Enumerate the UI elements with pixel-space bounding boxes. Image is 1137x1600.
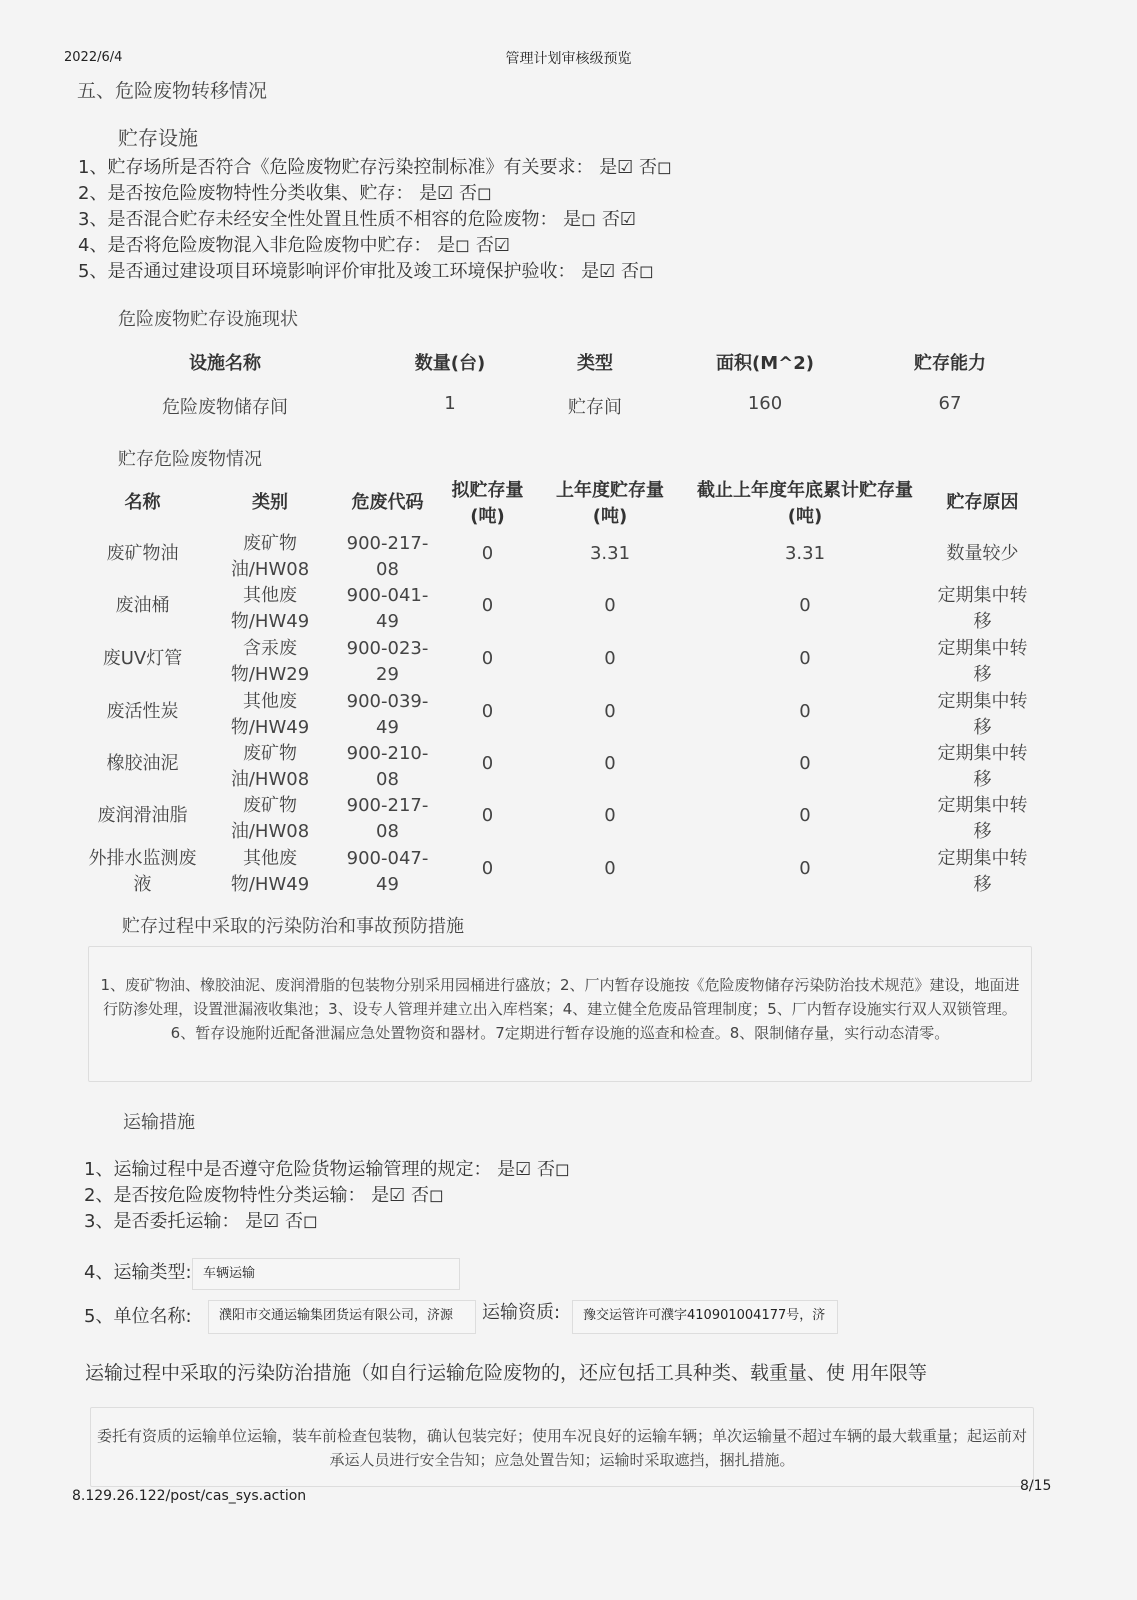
- table-cell: 900-217- 08: [346, 533, 429, 580]
- header-cell: 危废代码: [351, 492, 424, 513]
- storage-measures-title: 贮存过程中采取的污染防治和事故预防措施: [122, 916, 464, 937]
- storage-question: 1、贮存场所是否符合《危险废物贮存污染控制标准》有关要求： 是☑ 否◻: [78, 157, 672, 178]
- table-cell: 67: [938, 393, 962, 414]
- print-date: 2022/6/4: [64, 50, 123, 65]
- table-cell: 贮存间: [568, 397, 622, 418]
- table-cell: 其他废 物/HW49: [230, 691, 310, 738]
- table-cell: 0: [481, 858, 494, 879]
- table-cell: 0: [481, 648, 494, 669]
- table-cell: 0: [604, 701, 616, 722]
- header-cell: 贮存能力: [914, 353, 986, 374]
- transport-type-field[interactable]: 车辆运输: [192, 1258, 460, 1290]
- table-cell: 3.31: [589, 543, 631, 564]
- storage-questions: [78, 155, 672, 285]
- header-cell: 设施名称: [189, 353, 261, 374]
- table-cell: 定期集中转 移: [937, 691, 1028, 738]
- transport-type-label: 4、运输类型:: [84, 1262, 192, 1283]
- header-cell: 名称: [124, 492, 161, 513]
- table-cell: 定期集中转 移: [937, 585, 1028, 632]
- table-cell: 定期集中转 移: [937, 638, 1028, 685]
- table-cell: 900-023- 29: [346, 638, 429, 685]
- table-cell: 0: [799, 753, 811, 774]
- table-cell: 废矿物 油/HW08: [230, 743, 310, 790]
- table-cell: 废油桶: [115, 595, 170, 616]
- header-cell: 类别: [252, 492, 288, 513]
- page-title: 管理计划审核级预览: [505, 51, 632, 67]
- transport-question: 3、是否委托运输： 是☑ 否◻: [84, 1211, 318, 1232]
- table-cell: 900-047- 49: [346, 848, 429, 895]
- storage-question: 5、是否通过建设项目环境影响评价审批及竣工环境保护验收： 是☑ 否◻: [78, 261, 654, 282]
- page-url: 8.129.26.122/post/cas_sys.action: [72, 1488, 307, 1504]
- storage-question: 3、是否混合贮存未经安全性处置且性质不相容的危险废物： 是◻ 否☑: [78, 209, 636, 230]
- table-cell: 废矿物 油/HW08: [230, 533, 310, 580]
- page-number: 8/15: [1020, 1478, 1052, 1494]
- waste-title: 贮存危险废物情况: [118, 449, 262, 470]
- table-cell: 0: [799, 701, 811, 722]
- storage-question: 2、是否按危险废物特性分类收集、贮存： 是☑ 否◻: [78, 183, 492, 204]
- header-cell: 截止上年度年底累计贮存量 (吨): [697, 480, 913, 527]
- transport-measures-title: 运输过程中采取的污染防治措施（如自行运输危险废物的，还应包括工具种类、载重量、使 用年限等: [85, 1362, 928, 1384]
- table-cell: 0: [604, 753, 616, 774]
- storage-title: 贮存设施: [118, 126, 198, 150]
- transport-title: 运输措施: [123, 1112, 195, 1133]
- table-cell: 0: [799, 805, 811, 826]
- table-cell: 其他废 物/HW49: [230, 848, 310, 895]
- unit-name-label: 5、单位名称:: [84, 1306, 192, 1327]
- transport-question: 1、运输过程中是否遵守危险货物运输管理的规定： 是☑ 否◻: [84, 1159, 570, 1180]
- transport-question: 2、是否按危险废物特性分类运输： 是☑ 否◻: [84, 1185, 444, 1206]
- table-cell: 160: [747, 393, 783, 414]
- table-cell: 废矿物 油/HW08: [230, 795, 310, 842]
- table-cell: 废润滑油脂: [97, 805, 188, 826]
- table-cell: 定期集中转 移: [937, 848, 1028, 895]
- table-cell: 其他废 物/HW49: [230, 585, 310, 632]
- unit-name-field[interactable]: 濮阳市交通运输集团货运有限公司，济源: [208, 1300, 476, 1334]
- table-cell: 0: [481, 701, 494, 722]
- table-cell: 0: [799, 595, 811, 616]
- table-cell: 900-039- 49: [346, 691, 429, 738]
- table-cell: 定期集中转 移: [937, 795, 1028, 842]
- table-cell: 0: [481, 753, 494, 774]
- table-cell: 0: [799, 858, 811, 879]
- header-cell: 上年度贮存量 (吨): [556, 480, 664, 527]
- transport-measures-box: [90, 1407, 1034, 1487]
- table-cell: 0: [604, 805, 616, 826]
- table-cell: 3.31: [784, 543, 826, 564]
- table-cell: 废矿物油: [106, 543, 179, 564]
- table-cell: 0: [481, 595, 494, 616]
- table-cell: 危险废物储存间: [162, 397, 288, 418]
- section-title: 五、危险废物转移情况: [77, 80, 268, 102]
- transport-qualification-field[interactable]: 豫交运管许可濮字410901004177号，济: [572, 1300, 838, 1334]
- facility-status-title: 危险废物贮存设施现状: [118, 309, 298, 330]
- table-cell: 900-217- 08: [346, 795, 429, 842]
- table-cell: 0: [604, 595, 616, 616]
- table-cell: 含汞废 物/HW29: [230, 638, 310, 685]
- table-cell: 橡胶油泥: [106, 753, 179, 774]
- header-cell: 数量(台): [414, 353, 486, 374]
- header-cell: 贮存原因: [946, 492, 1019, 513]
- table-cell: 数量较少: [946, 543, 1019, 564]
- table-cell: 废UV灯管: [102, 648, 183, 669]
- storage-question: 4、是否将危险废物混入非危险废物中贮存： 是◻ 否☑: [78, 235, 510, 256]
- table-cell: 0: [604, 648, 616, 669]
- table-cell: 900-041- 49: [346, 585, 429, 632]
- table-cell: 0: [604, 858, 616, 879]
- header-cell: 类型: [577, 353, 613, 374]
- storage-measures-text: 1、废矿物油、橡胶油泥、废润滑脂的包装物分别采用园桶进行盛放；2、厂内暂存设施按《危险废物储存污染防治技术规范》建设，地面进行防渗处理，设置泄漏液收集池；3、设专人管理并建立出入库档案；4、建立健全危废品管理制度；5、厂内暂存设施实行双人双锁管理。6、暂存设施附近配备泄漏应急处置物资和器材。7定期进行暂存设施的巡查和检查。8、限制储存量，实行动态清零。: [100, 976, 1020, 1042]
- transport-measures-text: 委托有资质的运输单位运输，装车前检查包装物，确认包装完好；使用车况良好的运输车辆；单次运输量不超过车辆的最大载重量；起运前对承运人员进行安全告知；应急处置告知；运输时采取遮挡，捆扎措施。: [97, 1427, 1028, 1469]
- table-cell: 定期集中转 移: [937, 743, 1028, 790]
- table-cell: 1: [444, 393, 456, 414]
- table-cell: 废活性炭: [106, 701, 179, 722]
- transport-questions: [84, 1157, 570, 1235]
- storage-measures-box: [88, 946, 1032, 1082]
- transport-qualification-label: 运输资质:: [482, 1302, 561, 1323]
- table-cell: 900-210- 08: [346, 743, 429, 790]
- header-cell: 拟贮存量 (吨): [451, 480, 524, 527]
- table-cell: 0: [481, 543, 494, 564]
- table-cell: 0: [481, 805, 494, 826]
- table-cell: 0: [799, 648, 811, 669]
- table-cell: 外排水监测废 液: [88, 848, 197, 895]
- header-cell: 面积(M^2): [716, 353, 814, 374]
